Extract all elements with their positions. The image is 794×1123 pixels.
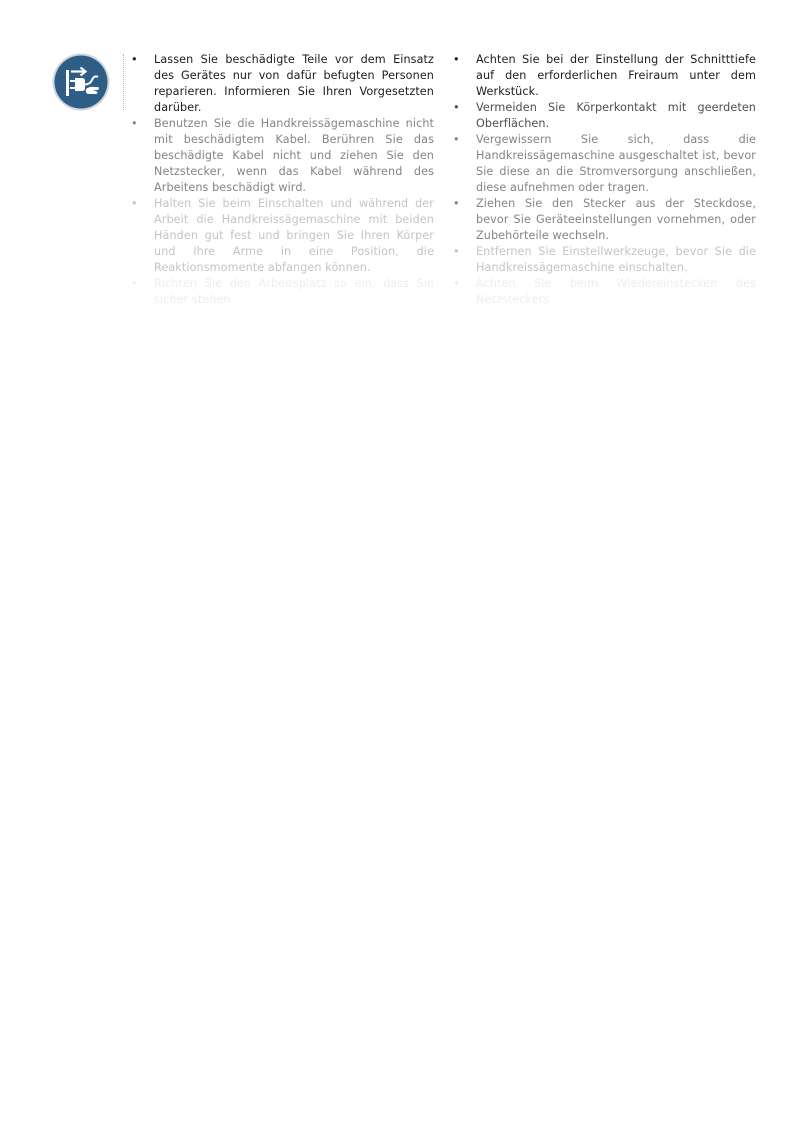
list-item: • Vermeiden Sie Körperkontakt mit geerdeten Oberflächen. — [476, 100, 756, 132]
list-item: • Achten Sie bei der Einstellung der Schnitttiefe auf den erforderlichen Freiraum unter dem Werkstück. — [476, 52, 756, 100]
list-item: • Halten Sie beim Einschalten und während der Arbeit die Handkreissägemaschine mit beiden Händen gut fest und bringen Sie Ihren Körper und Ihre Arme in eine Position, die Reaktionsmomente abfangen können. — [154, 196, 434, 276]
list-item: • Benutzen Sie die Handkreissägemaschine nicht mit beschädigtem Kabel. Berühren Sie das beschädigte Kabel nicht und ziehen Sie den Netzstecker, wenn das Kabel während des Arbeitens beschädigt wird. — [154, 116, 434, 196]
disconnect-plug-icon-graphic — [52, 53, 110, 111]
list-item: • Vergewissern Sie sich, dass die Handkreissägemaschine ausgeschaltet ist, bevor Sie diese an die Stromversorgung anschließen, diese aufnehmen oder tragen. — [476, 132, 756, 196]
list-item: • Richten Sie den Arbeitsplatz so ein, dass Sie sicher stehen — [154, 276, 434, 284]
safety-list-left — [154, 52, 434, 306]
list-item: • Achten Sie beim Wiedereinstecken des Netzsteckers — [476, 276, 756, 284]
safety-list-right — [476, 52, 756, 306]
disconnect-plug-icon — [52, 53, 110, 111]
section-divider — [123, 54, 124, 110]
list-item: • Lassen Sie beschädigte Teile vor dem Einsatz des Gerätes nur von dafür befugten Personen reparieren. Informieren Sie Ihren Vorgesetzten darüber. — [154, 52, 434, 116]
list-item: • Entfernen Sie Einstellwerkzeuge, bevor Sie die Handkreissägemaschine einschalten. — [476, 244, 756, 276]
list-item: • Ziehen Sie den Stecker aus der Steckdose, bevor Sie Geräteeinstellungen vornehmen, oder Zubehörteile wechseln. — [476, 196, 756, 244]
